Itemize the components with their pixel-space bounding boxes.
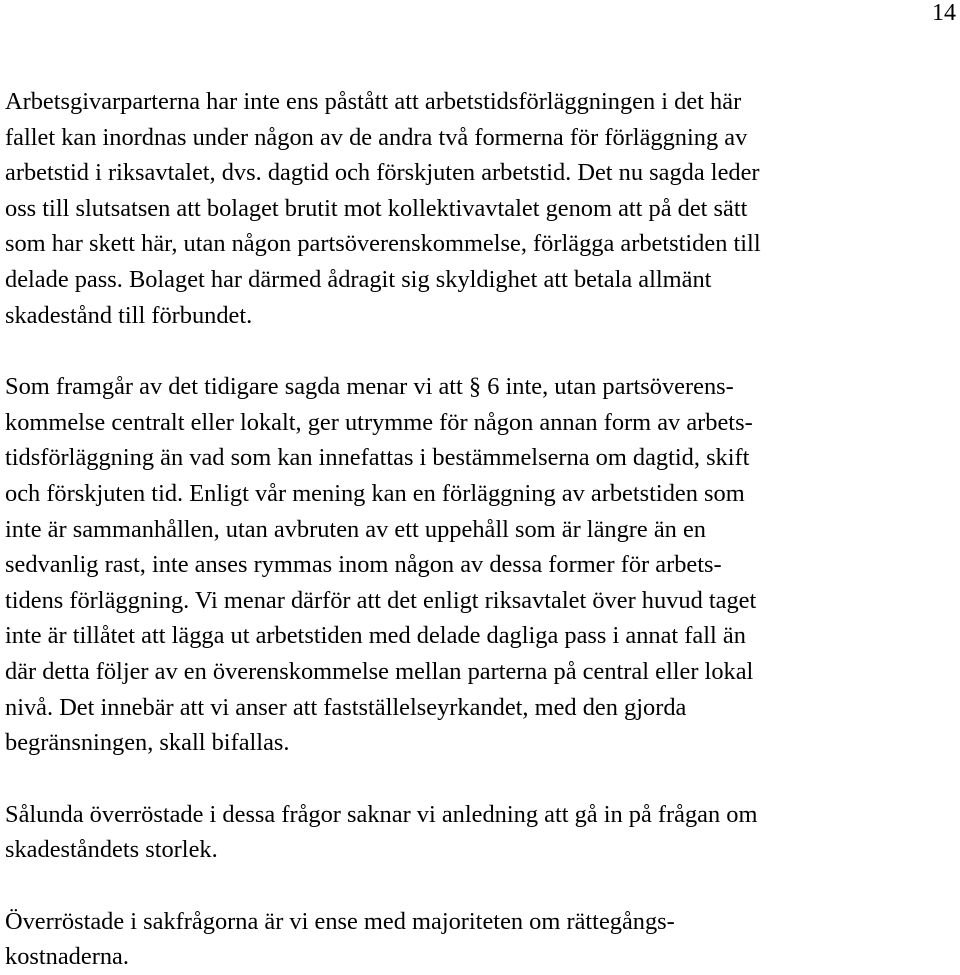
page-number: 14 [932, 0, 956, 26]
text-line: och förskjuten tid. Enligt vår mening kan en förläggning av arbetstiden som [5, 479, 745, 507]
text-line: skadestånd till förbundet. [5, 301, 253, 329]
text-line: kommelse centralt eller lokalt, ger utrymme för någon annan form av arbets- [5, 408, 753, 436]
paragraph-4 [5, 904, 957, 975]
paragraph-2 [5, 369, 957, 761]
text-line: kostnaderna. [5, 943, 129, 971]
document-body [5, 84, 957, 975]
text-line: där detta följer av en överenskommelse mellan parterna på central eller lokal [5, 657, 754, 685]
text-line: Sålunda överröstade i dessa frågor saknar vi anledning att gå in på frågan om [5, 800, 758, 828]
text-line: tidens förläggning. Vi menar därför att det enligt riksavtalet över huvud taget [5, 586, 757, 614]
paragraph-1 [5, 84, 957, 333]
text-line: Överröstade i sakfrågorna är vi ense med majoriteten om rättegångs- [5, 907, 675, 935]
text-line: nivå. Det innebär att vi anser att fastställelseyrkandet, med den gjorda [5, 693, 687, 721]
text-line: som har skett här, utan någon partsöverenskommelse, förlägga arbetstiden till [5, 230, 761, 258]
text-line: arbetstid i riksavtalet, dvs. dagtid och förskjuten arbetstid. Det nu sagda leder [5, 159, 760, 187]
text-line: fallet kan inordnas under någon av de andra två formerna för förläggning av [5, 123, 748, 151]
text-line: Arbetsgivarparterna har inte ens påstått att arbetstidsförläggningen i det här [5, 88, 742, 115]
text-line: Som framgår av det tidigare sagda menar vi att § 6 inte, utan partsöverens- [5, 373, 734, 401]
text-line: skadeståndets storlek. [5, 836, 218, 864]
text-line: oss till slutsatsen att bolaget brutit mot kollektivavtalet genom att på det sätt [5, 194, 748, 222]
text-line: sedvanlig rast, inte anses rymmas inom någon av dessa former för arbets- [5, 551, 722, 579]
text-line: begränsningen, skall bifallas. [5, 729, 290, 757]
paragraph-3 [5, 797, 957, 868]
text-line: delade pass. Bolaget har därmed ådragit sig skyldighet att betala allmänt [5, 265, 712, 293]
text-line: inte är sammanhållen, utan avbruten av ett uppehåll som är längre än en [5, 515, 706, 543]
text-line: inte är tillåtet att lägga ut arbetstiden med delade dagliga pass i annat fall än [5, 622, 746, 650]
text-line: tidsförläggning än vad som kan innefattas i bestämmelserna om dagtid, skift [5, 444, 750, 472]
